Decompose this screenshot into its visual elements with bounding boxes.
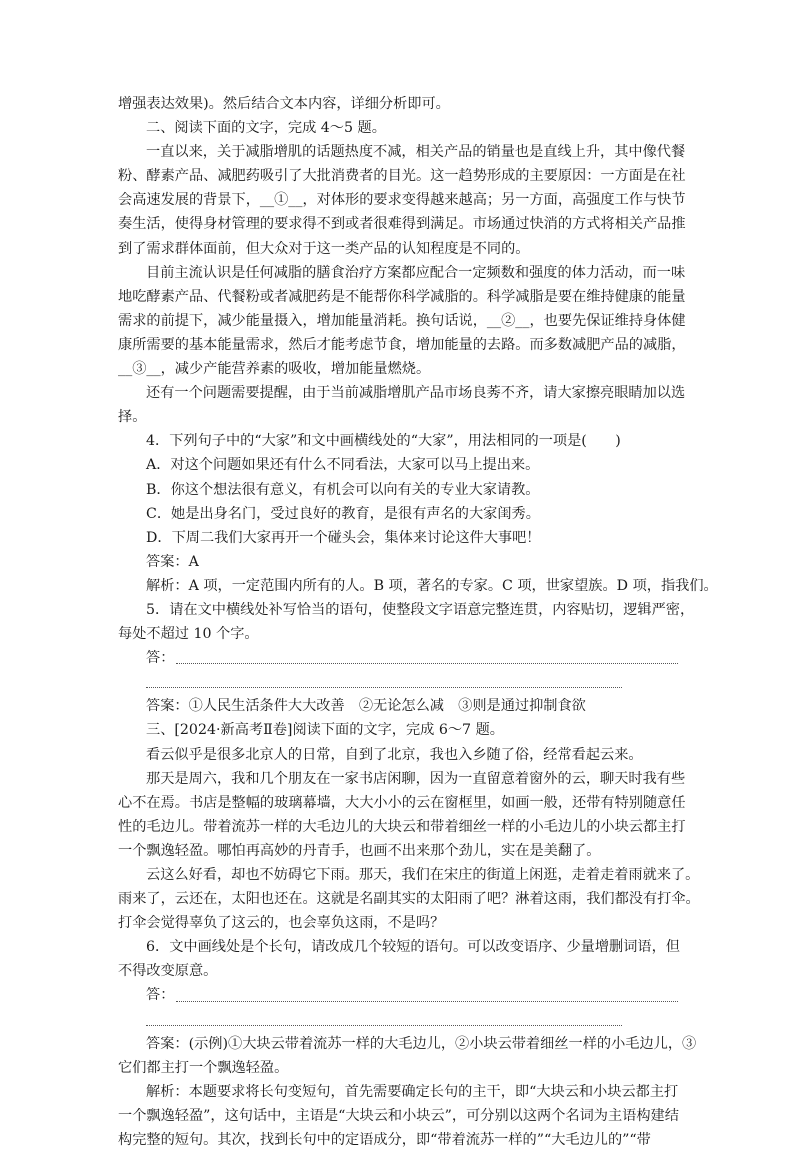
text-line: 性的毛边儿。带着流苏一样的大毛边儿的大块云和带着细丝一样的小毛边儿的小块云都主打 (118, 818, 686, 835)
text-line: 答案：(示例)①大块云带着流苏一样的大毛边儿，②小块云带着细丝一样的小毛边儿，③ (146, 1035, 697, 1052)
text-line: 需求的前提下，减少能量摄入，增加能量消耗。换句话说，__②__，也要先保证维持身体健 (118, 312, 686, 329)
text-line: D．下周二我们大家再开一个碰头会，集体来讨论这件大事吧！ (146, 529, 541, 546)
text-line: __③__，减少产能营养素的吸收，增加能量燃烧。 (118, 361, 431, 378)
dotted-answer-line (176, 1001, 678, 1002)
text-line: 会高速发展的背景下，__①__，对体形的要求变得越来越高；另一方面，高强度工作与快节 (118, 192, 686, 209)
text-line: A．对这个问题如果还有什么不同看法，大家可以马上提出来。 (146, 457, 540, 474)
text-line: 那天是周六，我和几个朋友在一家书店闲聊，因为一直留意着窗外的云，聊天时我有些 (146, 770, 686, 787)
dotted-answer-line (176, 663, 678, 664)
text-line: 康所需要的基本能量需求，然后才能考虑节食，增加能量的去路。而多数减肥产品的减脂， (118, 336, 686, 353)
text-line: 奏生活，使得身材管理的要求得不到或者很难得到满足。市场通过快消的方式将相关产品推 (118, 216, 686, 233)
answer-prompt (118, 983, 678, 1007)
text-line: 6．文中画线处是个长句，请改成几个较短的语句。可以改变语序、少量增删词语，但 (146, 939, 680, 956)
text-line: 4．下列句子中的“大家”和文中画横线处的“大家”，用法相同的一项是( ) (146, 433, 621, 450)
answer-label: 答： (146, 650, 175, 667)
text-line: 到了需求群体面前，但大众对于这一类产品的认知程度是不同的。 (118, 240, 530, 257)
document-page (118, 92, 718, 1152)
text-line: 解析：本题要求将长句变短句，首先需要确定长句的主干，即“大块云和小块云都主打 (146, 1083, 679, 1100)
text-line: 解析：A 项，一定范围内所有的人。B 项，著名的专家。C 项，世家望族。D 项，指我们。 (146, 577, 718, 594)
text-line: 看云似乎是很多北京人的日常，自到了北京，我也入乡随了俗，经常看起云来。 (146, 746, 643, 763)
text-line: 增强表达效果)。然后结合文本内容，详细分析即可。 (118, 96, 450, 112)
text-line: 雨来了，云还在，太阳也还在。这就是名副其实的太阳雨了吧？淋着这雨，我们都没有打伞。 (118, 891, 700, 908)
text-line: 地吃酵素产品、代餐粉或者减肥药是不能帮你科学减脂的。科学减脂是要在维持健康的能量 (118, 288, 686, 305)
text-line: 不得改变原意。 (118, 963, 218, 980)
text-line: 构完整的短句。其次，找到长句中的定语成分，即“带着流苏一样的”“大毛边儿的”“带 (118, 1132, 651, 1149)
text-line: 一直以来，关于减脂增肌的话题热度不减，相关产品的销量也是直线上升，其中像代餐 (146, 144, 686, 161)
dotted-answer-line (146, 1025, 622, 1026)
text-line: C．她是出身名门，受过良好的教育，是很有声名的大家闺秀。 (146, 505, 540, 522)
text-line: 打伞会觉得辜负了这云的，也会辜负这雨，不是吗？ (118, 915, 445, 932)
text-line: 择。 (118, 409, 147, 426)
text-line: 每处不超过 10 个字。 (118, 626, 259, 643)
text-line: 5．请在文中横线处补写恰当的语句，使整段文字语意完整连贯，内容贴切，逻辑严密， (146, 601, 695, 618)
answer-label: 答： (146, 987, 175, 1004)
text-line: 云这么好看，却也不妨碍它下雨。那天，我们在宋庄的街道上闲逛，走着走着雨就来了。 (146, 867, 700, 883)
text-line: 一个飘逸轻盈”，这句话中，主语是“大块云和小块云”，可分别以这两个名词为主语构建结 (118, 1107, 679, 1124)
text-line: 它们都主打一个飘逸轻盈。 (118, 1059, 289, 1076)
text-line: 还有一个问题需要提醒，由于当前减脂增肌产品市场良莠不齐，请大家擦亮眼睛加以选 (146, 385, 686, 402)
text-line: 心不在焉。书店是整幅的玻璃幕墙，大大小小的云在窗框里，如画一般，还带有特别随意任 (118, 794, 686, 811)
answer-blank-line (118, 1008, 678, 1032)
text-line: 三、[2024·新高考Ⅱ卷]阅读下面的文字，完成 6～7 题。 (146, 722, 504, 739)
dotted-answer-line (146, 687, 622, 688)
text-line: 答案：A (146, 553, 199, 570)
text-line: 一个飘逸轻盈。哪怕再高妙的丹青手，也画不出来那个劲儿，实在是美翻了。 (118, 842, 601, 859)
answer-prompt (118, 646, 678, 670)
answer-blank-line (118, 670, 678, 694)
text-line: 答案：①人民生活条件大大改善 ②无论怎么减 ③则是通过抑制食欲 (146, 698, 586, 715)
text-line: 粉、酵素产品、减肥药吸引了大批消费者的目光。这一趋势形成的主要原因：一方面是在社 (118, 168, 686, 185)
text-line: 目前主流认识是任何减脂的膳食治疗方案都应配合一定频数和强度的体力活动，而一味 (146, 264, 686, 281)
text-line: 二、阅读下面的文字，完成 4～5 题。 (146, 120, 386, 137)
text-line: B．你这个想法很有意义，有机会可以向有关的专业大家请教。 (146, 481, 540, 498)
